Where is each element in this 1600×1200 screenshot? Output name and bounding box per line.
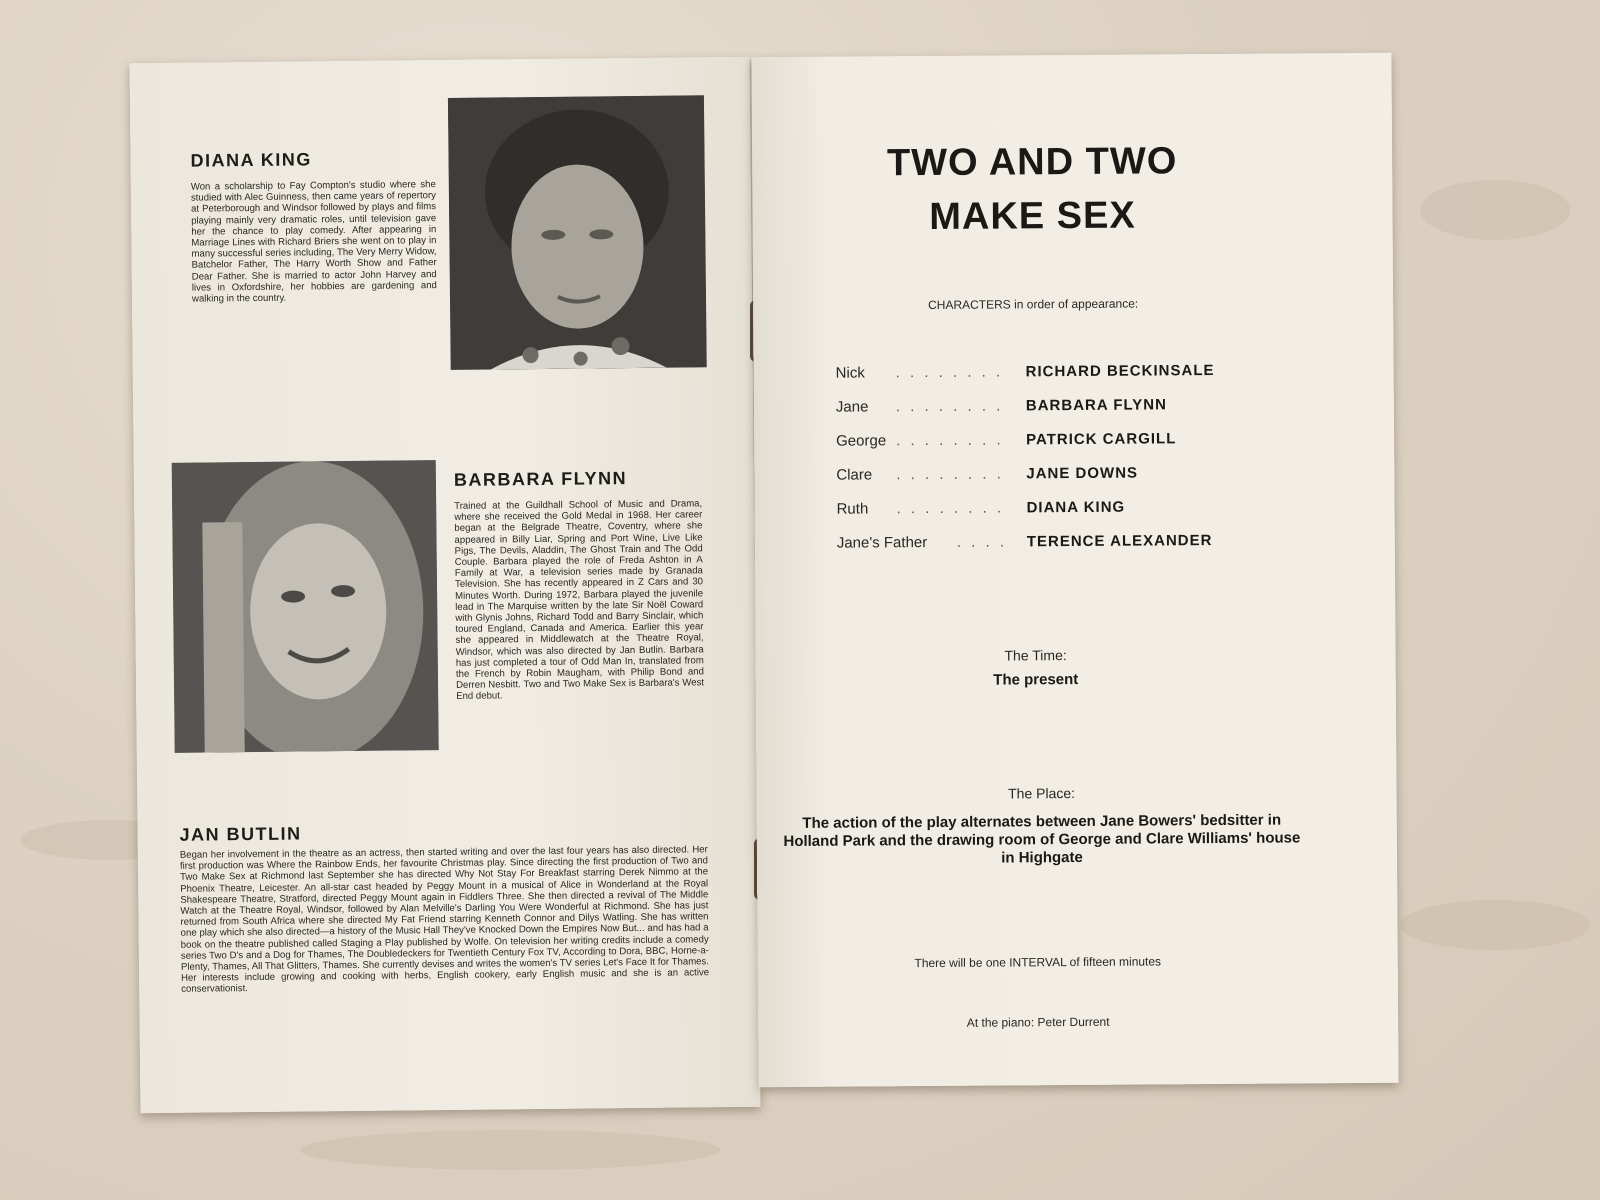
bio-text: Began her involvement in the theatre as an actress, then started writing and over the last four years has also directed. Her first production was Where the Rainbow Ends, her favourite Christmas play. Since directing the first production of Two and Two Make Sex at Richmond last September she has directed Why Not Stay For Breakfast starring Derek Nimmo at the Phoenix Theatre, Leicester. An all-star cast headed by Peggy Mount in a musical of Alice in Wonderland at the Royal Shakespeare Theatre, Stratford, directed Peggy Mount again in Fiddlers Three. She then directed a revival of The Middle Watch at the Theatre Royal, Windsor, followed by Alan Melville's Darling You Were Wonderful at Richmond. She has just returned from South Africa where she directed My Fat Friend starring Kenneth Connor and Dilys Watling. She has written one play which she also directed—a history of the Music Hall They've Knocked Down the Empires Now But... and has had a book on the theatre published called Staging a Play published by Wolfe. On television her writing credits include a comedy series Two D's and a Dog for Thames, The Doubledeckers for Twentieth Century Fox TV, According to Dora, BBC, Horne-a-Plenty, Thames, All That Glitters, Thames. She currently devises and writes the women's TV series Let's Face It for Thames. Her interests include growing and cooking with herbs, English cookery, early English music and she is an active conservationist. — [179, 844, 710, 996]
time-value: The present — [993, 670, 1079, 689]
cast-role: Jane's Father — [836, 534, 928, 552]
cast-role: Clare — [836, 466, 873, 484]
place-section — [782, 783, 1303, 869]
portrait-image — [448, 95, 707, 370]
cast-role: Ruth — [836, 500, 869, 518]
time-label: The Time: — [1004, 647, 1067, 664]
title-line-1: TWO AND TWO — [886, 140, 1178, 185]
bio-name: JAN BUTLIN — [179, 823, 302, 845]
bio-name: BARBARA FLYNN — [453, 468, 628, 490]
cast-row — [836, 396, 1167, 415]
cast-row — [836, 362, 1215, 382]
background-mark — [300, 1130, 720, 1170]
cast-dots: . . . . — [956, 533, 1008, 551]
background-mark — [1420, 180, 1570, 240]
place-label: The Place: — [1008, 785, 1076, 802]
diana-king-photo — [448, 95, 707, 370]
cast-role: George — [836, 432, 887, 450]
cast-row — [836, 430, 1176, 449]
cast-actor: DIANA KING — [1026, 498, 1126, 517]
cast-dots: . . . . . . . . — [896, 465, 1004, 484]
piano-section — [758, 1013, 1318, 1031]
left-page — [130, 57, 761, 1113]
cast-actor: TERENCE ALEXANDER — [1026, 532, 1213, 551]
bio-jan-butlin — [179, 819, 709, 995]
portrait-image — [172, 460, 439, 753]
interval-section — [758, 953, 1318, 971]
bio-text: Trained at the Guildhall School of Music and Drama, where she received the Gold Medal in 1968. Her career began at the Belgrade Theatre, Coventry, where she appeared in Billy Liar, Spring and Port Wine, Live Like Pigs, The Devils, Aladdin, The Ghost Train and The Odd Couple. Barbara played the role of Freda Ashton in A Family at War, a television series made by Granada Television. She has recently appeared in Z Cars and 30 Minutes Worth. During 1972, Barbara played the juvenile lead in The Marquise written by the late Sir Noël Coward with Glynis Johns, Richard Todd and Barry Sinclair, which toured England, Canada and America. Earlier this year she appeared in Middlewatch at the Theatre Royal, Windsor, which was also directed by Jan Butlin. Barbara has just completed a tour of Odd Man In, translated from the French by Robin Maugham, with Philip Bond and Derren Nesbitt. Two and Two Make Sex is Barbara's West End debut. — [454, 498, 705, 703]
cast-row — [836, 465, 1138, 484]
cast-actor: PATRICK CARGILL — [1026, 430, 1177, 449]
place-value: The action of the play alternates between Jane Bowers' bedsitter in Holland Park and the drawing room of George and Clare Williams' house in Highgate — [783, 811, 1301, 867]
play-title — [752, 133, 1313, 245]
right-page — [751, 53, 1398, 1087]
cast-role: Nick — [835, 364, 865, 382]
cast-role: Jane — [835, 398, 869, 416]
cast-row — [837, 532, 1213, 552]
cast-dots: . . . . . . . . — [896, 431, 1004, 450]
bio-name: DIANA KING — [190, 149, 312, 171]
characters-heading-wrap — [753, 295, 1313, 313]
characters-heading: CHARACTERS in order of appearance: — [928, 296, 1139, 313]
piano-note: At the piano: Peter Durrent — [966, 1014, 1110, 1030]
cast-dots: . . . . . . . . — [896, 499, 1005, 518]
background-mark — [1400, 900, 1590, 950]
title-line-2: MAKE SEX — [929, 194, 1136, 239]
bio-barbara-flynn — [454, 467, 704, 702]
bio-diana-king — [190, 148, 437, 305]
cast-actor: BARBARA FLYNN — [1025, 396, 1167, 415]
interval-note: There will be one INTERVAL of fifteen minutes — [914, 954, 1162, 971]
cast-dots: . . . . . . . . — [895, 397, 1004, 416]
cast-actor: JANE DOWNS — [1026, 464, 1139, 483]
cast-dots: . . . . . . . . — [895, 363, 1004, 382]
barbara-flynn-photo — [172, 460, 439, 753]
cast-actor: RICHARD BECKINSALE — [1025, 362, 1215, 381]
bio-text: Won a scholarship to Fay Compton's studio where she studied with Alec Guinness, then came years of repertory at Peterborough and Windsor followed by plays and films playing mainly very dramatic roles, until television gave her the chance to play comedy. After appearing in Marriage Lines with Richard Briers she went on to play in many successful series including, The Very Merry Widow, Batchelor Father, The Harry Worth Show and Father Dear Father. She is married to actor John Harvey and lives in Oxfordshire, her hobbies are gardening and walking in the country. — [190, 179, 437, 305]
cast-row — [837, 499, 1126, 518]
time-section — [756, 645, 1316, 691]
